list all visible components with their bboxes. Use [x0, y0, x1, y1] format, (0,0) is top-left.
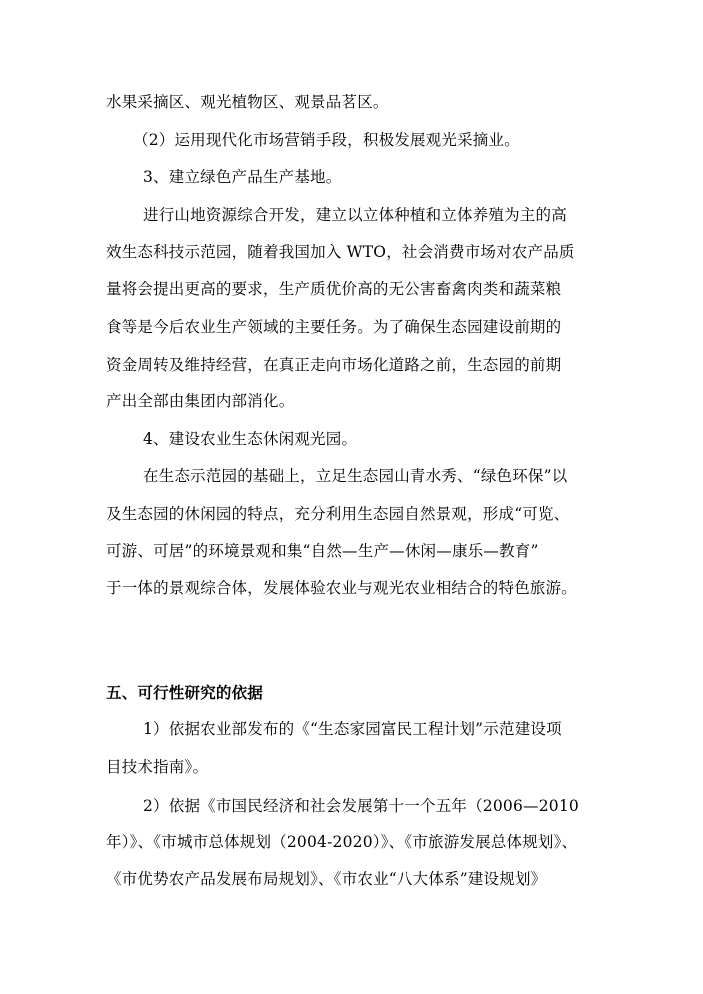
paragraph-line: 目技术指南》。 [106, 758, 209, 776]
paragraph-line: 食等是今后农业生产领域的主要任务。为了确保生态园建设前期的 [106, 318, 562, 336]
paragraph-line: 1）依据农业部发布的《“生态家园富民工程计划”示范建设项 [143, 720, 562, 738]
paragraph-line: 于一体的景观综合体，发展体验农业与观光农业相结合的特色旅游。 [106, 579, 578, 597]
paragraph-line: 效生态科技示范园，随着我国加入 WTO，社会消费市场对农产品质 [106, 243, 575, 261]
paragraph-line: 在生态示范园的基础上，立足生态园山青水秀、“绿色环保”以 [143, 467, 568, 485]
paragraph-line: 4、建设农业生态休闲观光园。 [143, 430, 358, 448]
paragraph-line: 及生态园的休闲园的特点，充分利用生态园自然景观，形成“可览、 [106, 505, 570, 523]
paragraph-line: 可游、可居”的环境景观和集“自然—生产—休闲—康乐—教育” [106, 542, 539, 560]
paragraph-line: 年）》、《市城市总体规划（2004-2020）》、《市旅游发展总体规划》、 [106, 833, 578, 851]
paragraph-line: 水果采摘区、观光植物区、观景品茗区。 [106, 93, 389, 111]
paragraph-line: （2）运用现代化市场营销手段，积极发展观光采摘业。 [133, 131, 520, 149]
paragraph-line: 量将会提出更高的要求，生产质优价高的无公害畜禽肉类和蔬菜粮 [106, 280, 562, 298]
paragraph-line: 产出全部由集团内部消化。 [106, 392, 295, 410]
paragraph-line: 3、建立绿色产品生产基地。 [143, 168, 342, 186]
paragraph-line: 2）依据《市国民经济和社会发展第十一个五年（2006—2010 [143, 797, 579, 815]
paragraph-line: 资金周转及维持经营，在真正走向市场化道路之前，生态园的前期 [106, 356, 562, 374]
section-heading: 五、可行性研究的依据 [106, 684, 264, 702]
paragraph-line: 进行山地资源综合开发，建立以立体种植和立体养殖为主的高 [143, 206, 567, 224]
paragraph-line: 《市优势农产品发展布局规划》、《市农业“八大体系”建设规划》 [106, 870, 547, 888]
